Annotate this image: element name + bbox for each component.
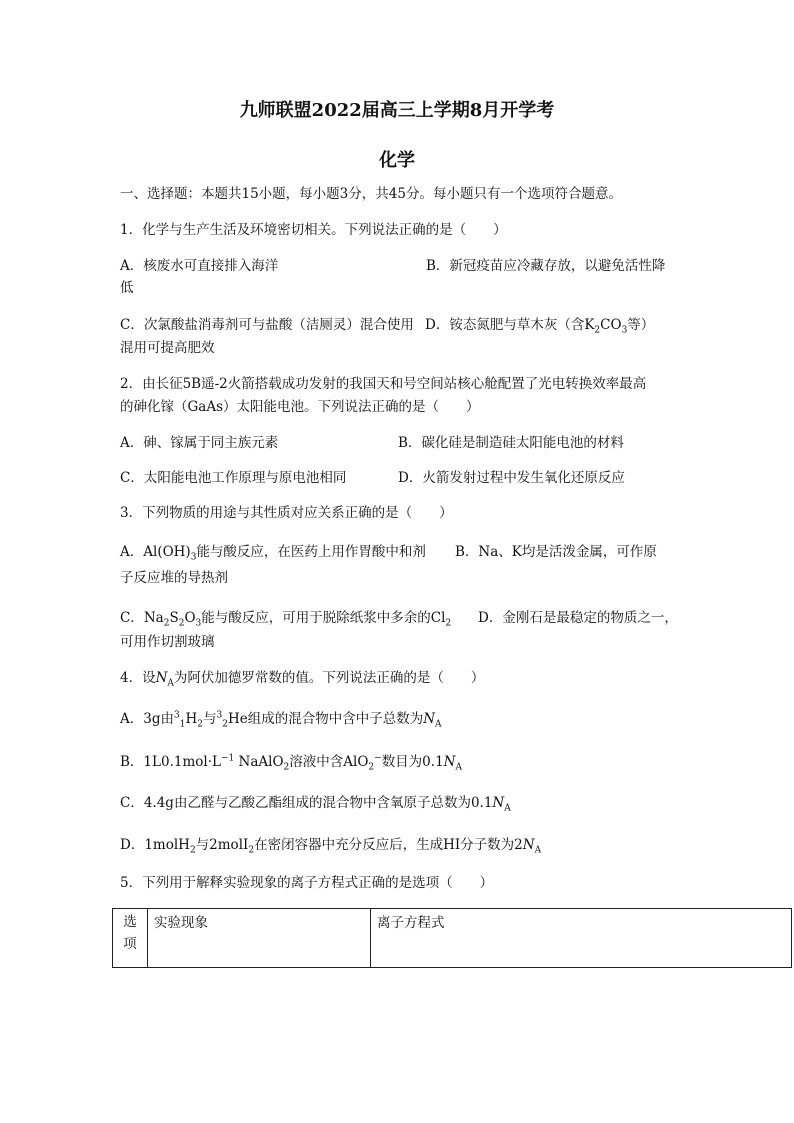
q2-option-c: C．太阳能电池工作原理与原电池相同 <box>120 470 347 486</box>
q2-stem-1: 2．由长征5B遥-2火箭搭载成功发射的我国天和号空间站核心舱配置了光电转换效率最高 <box>120 376 647 392</box>
formula-k2co3: $K_2CO_3$ <box>584 317 628 336</box>
q3-stem: 3．下列物质的用途与其性质对应关系正确的是（ ） <box>120 505 453 521</box>
q2-option-b: B．碳化硅是制造硅太阳能电池的材料 <box>398 435 624 451</box>
q2-option-a: A．砷、镓属于同主族元素 <box>120 435 279 451</box>
table-header-equation: 离子方程式 <box>371 909 792 968</box>
table-header-option: 选项 <box>113 909 148 968</box>
q1-option-d-cont: 混用可提高肥效 <box>120 340 215 356</box>
q5-stem: 5．下列用于解释实验现象的离子方程式正确的是选项（ ） <box>120 875 494 891</box>
q4-option-b: B．$1L0.1mol\cdot L^{-1}$ NaAlO$_2$溶液中含AlO$_2$−数目为$0.1N_A$ <box>120 753 462 773</box>
q1-option-a: A．核废水可直接排入海洋 <box>120 258 279 274</box>
section-heading: 一、选择题：本题共15小题，每小题3分，共45分。每小题只有一个选项符合题意。 <box>120 186 622 202</box>
q1-option-c: C．次氯酸盐消毒剂可与盐酸（洁厕灵）混合使用 <box>120 317 414 333</box>
q3-option-c: C．$Na_2S_2O_3$能与酸反应，可用于脱除纸浆中多余的$Cl_2$ <box>120 610 452 629</box>
q3-option-b-cont: 子反应堆的导热剂 <box>120 570 228 586</box>
table-row <box>113 909 792 968</box>
table-header-phenomenon: 实验现象 <box>148 909 371 968</box>
page-title: 九师联盟2022届高三上学期8月开学考 <box>239 100 555 121</box>
q4-option-d: D．1molH$_2$与2molI$_2$在密闭容器中充分反应后，生成HI分子数为$2N_A$ <box>120 837 542 856</box>
q3-option-b: B．Na、K均是活泼金属，可作原 <box>455 544 657 560</box>
q1-option-b: B．新冠疫苗应冷藏存放，以避免活性降 <box>426 258 666 274</box>
q3-option-a: A．$Al(OH)_3$能与酸反应，在医药上用作胃酸中和剂 <box>120 544 426 563</box>
q1-option-d: D．铵态氮肥与草木灰（含$K_2CO_3$等） <box>425 317 655 336</box>
q3-option-d-cont: 可用作切割玻璃 <box>120 634 215 650</box>
q4-stem: 4．设$N_A$为阿伏加德罗常数的值。下列说法正确的是（ ） <box>120 670 485 689</box>
q2-stem-2: 的砷化镓（GaAs）太阳能电池。下列说法正确的是（ ） <box>120 399 480 415</box>
q2-option-d: D．火箭发射过程中发生氧化还原反应 <box>398 470 625 486</box>
q4-option-a: A．3g由$^3_1H_2$与$^3_2$He组成的混合物中含中子总数为$N_A$ <box>120 710 442 730</box>
subject-title: 化学 <box>379 150 415 171</box>
q1-stem: 1．化学与生产生活及环境密切相关。下列说法正确的是（ ） <box>120 222 507 238</box>
q5-table <box>112 908 792 968</box>
q4-option-c: C．4.4g由乙醛与乙酸乙酯组成的混合物中含氧原子总数为$0.1N_A$ <box>120 795 511 814</box>
q1-option-b-cont: 低 <box>120 280 134 296</box>
q3-option-d: D．金刚石是最稳定的物质之一， <box>478 610 678 626</box>
